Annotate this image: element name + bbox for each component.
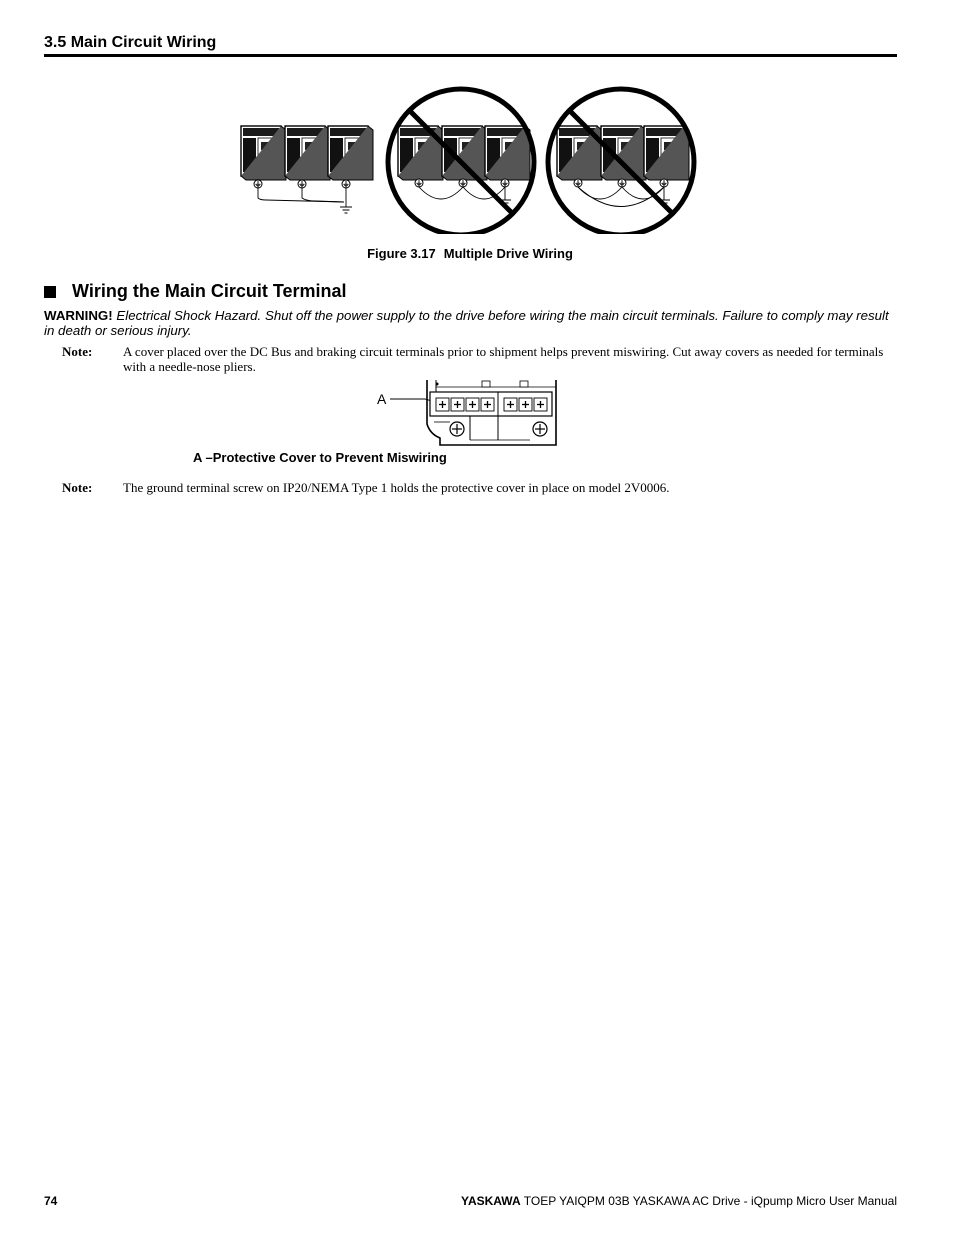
section-title: 3.5 Main Circuit Wiring [44,34,217,51]
figure-caption [0,246,940,261]
correct-wiring-group [241,126,373,213]
figure-caption-number: Figure 3.17 [367,246,436,261]
warning-block [44,308,900,338]
terminal-figure-caption: A –Protective Cover to Prevent Miswiring [193,450,447,465]
note-1-label: Note: [62,344,93,359]
multiple-drive-wiring-figure [236,86,702,234]
note-2 [62,481,898,496]
terminal-cover-figure [370,378,560,448]
subsection-heading [44,281,347,302]
warning-label: WARNING! [44,308,113,323]
incorrect-wiring-group-1 [388,89,534,234]
footer-title [461,1194,897,1208]
page-number: 74 [44,1194,58,1208]
incorrect-wiring-group-2 [548,89,694,234]
subsection-title: Wiring the Main Circuit Terminal [72,281,347,301]
header-rule [44,54,897,57]
callout-letter: A [377,391,387,407]
figure-caption-title: Multiple Drive Wiring [443,246,573,261]
footer-brand: YASKAWA [461,1194,521,1208]
footer-manual-title: TOEP YAIQPM 03B YASKAWA AC Drive - iQpump Micro User Manual [523,1194,897,1208]
note-2-label: Note: [62,480,93,495]
note-2-text: The ground terminal screw on IP20/NEMA Type 1 holds the protective cover in place on model 2V0006. [123,480,670,495]
note-1-text: A cover placed over the DC Bus and braking circuit terminals prior to shipment helps prevent miswiring. Cut away covers as needed for terminals with a needle-nose pliers. [123,344,884,374]
square-bullet-icon [44,286,56,298]
note-1 [62,345,898,374]
warning-text: Electrical Shock Hazard. Shut off the power supply to the drive before wiring the main circuit terminals. Failure to comply may result in death or serious injury. [44,308,889,338]
